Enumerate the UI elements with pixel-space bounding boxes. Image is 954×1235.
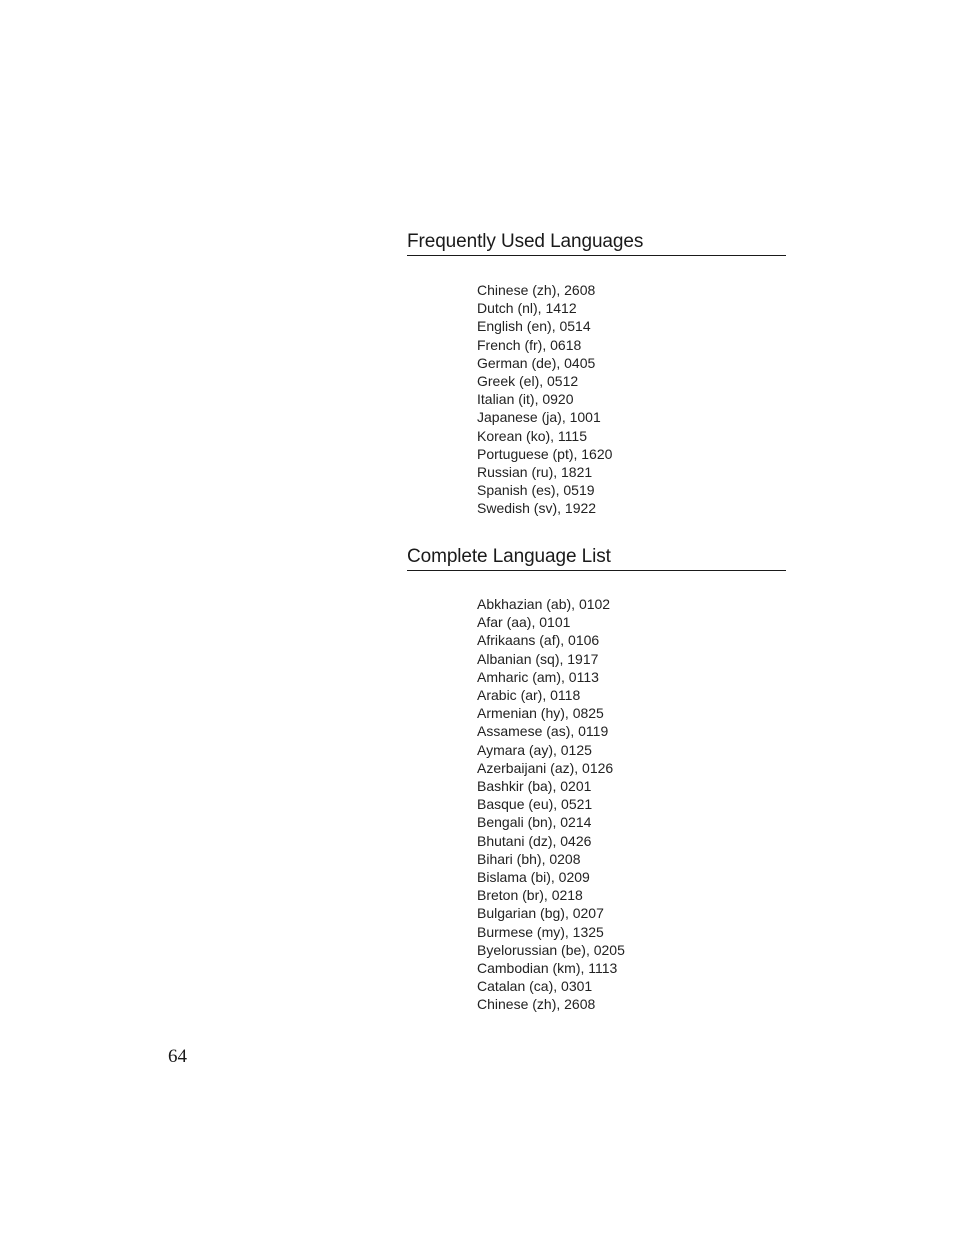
list-item: Dutch (nl), 1412 bbox=[477, 300, 577, 317]
list-item: Bulgarian (bg), 0207 bbox=[477, 905, 604, 922]
list-item: Basque (eu), 0521 bbox=[477, 796, 593, 813]
list-item: Bhutani (dz), 0426 bbox=[477, 832, 592, 849]
section-heading-frequently-used: Frequently Used Languages bbox=[407, 230, 786, 256]
page-number: 64 bbox=[168, 1046, 187, 1067]
complete-language-list-section bbox=[407, 545, 786, 1013]
list-item: Bihari (bh), 0208 bbox=[477, 850, 581, 867]
list-item: French (fr), 0618 bbox=[477, 336, 582, 353]
list-item: Korean (ko), 1115 bbox=[477, 427, 587, 444]
list-item: Italian (it), 0920 bbox=[477, 391, 574, 408]
list-item: Japanese (ja), 1001 bbox=[477, 409, 601, 426]
list-item: Cambodian (km), 1113 bbox=[477, 960, 618, 977]
list-item: Portuguese (pt), 1620 bbox=[477, 445, 613, 462]
list-item: Bashkir (ba), 0201 bbox=[477, 778, 592, 795]
list-item: Armenian (hy), 0825 bbox=[477, 705, 604, 722]
list-item: Chinese (zh), 2608 bbox=[477, 282, 596, 298]
list-item: Albanian (sq), 1917 bbox=[477, 650, 599, 667]
list-item: English (en), 0514 bbox=[477, 318, 591, 335]
list-item: Azerbaijani (az), 0126 bbox=[477, 759, 614, 776]
list-item: Arabic (ar), 0118 bbox=[477, 687, 581, 704]
list-item: Russian (ru), 1821 bbox=[477, 464, 593, 481]
section-heading-complete-list: Complete Language List bbox=[407, 545, 786, 571]
list-item: Swedish (sv), 1922 bbox=[477, 500, 597, 517]
list-item: Aymara (ay), 0125 bbox=[477, 741, 592, 758]
frequently-used-languages-section bbox=[407, 230, 786, 517]
complete-language-list bbox=[477, 595, 625, 1014]
list-item: Assamese (as), 0119 bbox=[477, 723, 609, 740]
list-item: Afar (aa), 0101 bbox=[477, 614, 571, 631]
frequent-language-list bbox=[477, 281, 612, 518]
list-item: Burmese (my), 1325 bbox=[477, 923, 604, 940]
list-item: Catalan (ca), 0301 bbox=[477, 978, 593, 995]
list-item: Greek (el), 0512 bbox=[477, 373, 579, 390]
list-item: Chinese (zh), 2608 bbox=[477, 996, 596, 1013]
list-item: Amharic (am), 0113 bbox=[477, 668, 599, 685]
list-item: Abkhazian (ab), 0102 bbox=[477, 596, 611, 612]
list-item: Afrikaans (af), 0106 bbox=[477, 632, 600, 649]
list-item: German (de), 0405 bbox=[477, 354, 596, 371]
list-item: Breton (br), 0218 bbox=[477, 887, 583, 904]
list-item: Spanish (es), 0519 bbox=[477, 482, 595, 499]
list-item: Bengali (bn), 0214 bbox=[477, 814, 592, 831]
list-item: Bislama (bi), 0209 bbox=[477, 869, 590, 886]
list-item: Byelorussian (be), 0205 bbox=[477, 941, 625, 958]
